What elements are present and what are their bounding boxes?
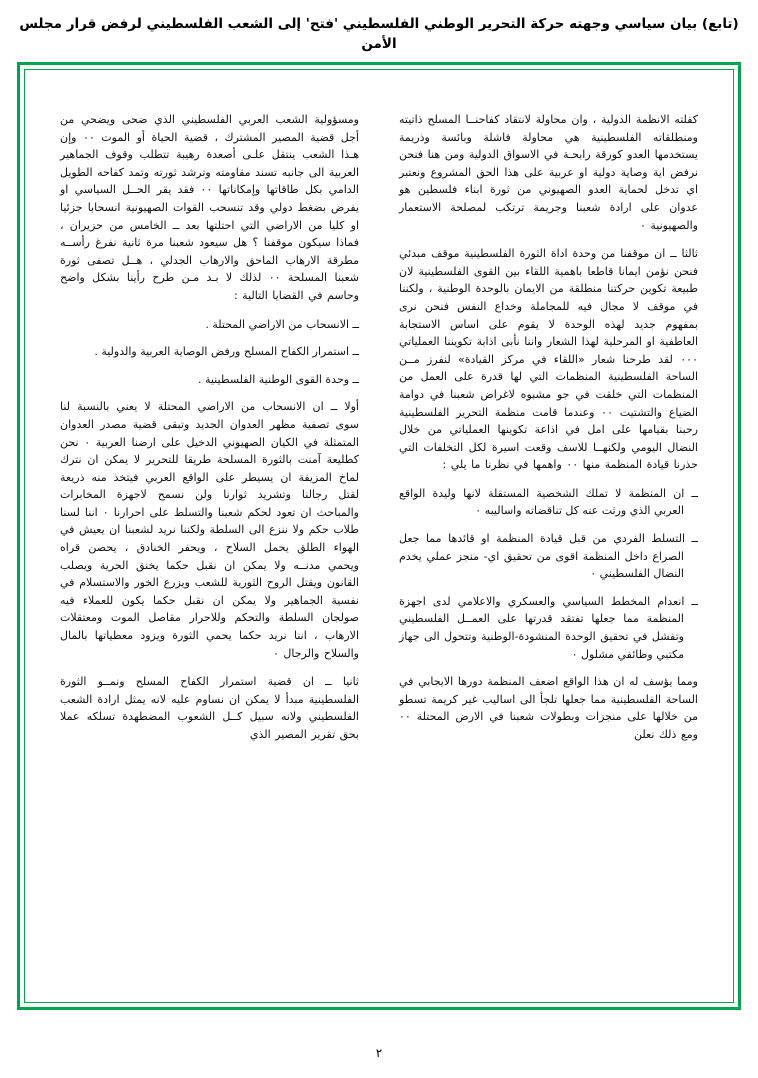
text-columns: [60, 111, 698, 977]
paragraph: ومما يؤسف له ان هذا الواقع اضعف المنظمة دورها الايجابي في الساحة الفلسطينية مما جعلها تلجأ الى اساليب غير كريمة تسطو من خلالها على منجزات وبطولات شعبنا في الارض المحتلة ۰۰ ومع ذلك نعلن: [399, 675, 698, 741]
list-item: ــ انعدام المخطط السياسي والعسكري والاعلامي لدى اجهزة المنظمة مما جعلها تفتقد قدرتها على العمــل الفلسطيني وتفشل في تحقيق الوحدة المنشودة-الوطنية وتتحول الى جهاز مكتبي وظائفي مشلول ۰: [399, 594, 698, 661]
paragraph: كفلته الانظمة الدولية ، وان محاولة لانتقاد كفاحنــا المسلح ذاتيته ومنطلقاته الفلسطينية هي محاولة فاشلة وبائسة وذريمة يستخدمها العدو كورقة رابحـة في الاسواق الدولية ومن هنا فنحن نرفض اية وصاية دولية او عربية على هذا الحق المشروع ونعتبر اي تدخل لحماية العدو الصهيوني من ثورة ابناء فلسطين هو عدوان على ارادة شعبنا وجريمة ترتكب لمصلحة الاستعمار والصهيونية ۰: [399, 113, 698, 232]
list-item: ــ التسلط الفردي من قبل قيادة المنظمة او قائدها مما جعل الصراع داخل المنظمة اقوى من تحقيق اي- منجز عملي يخدم النضال الفلسطيني ۰: [399, 532, 698, 581]
paragraph: أولا ــ ان الانسحاب من الاراضي المحتلة لا يعني بالنسبة لنا سوى تصفية مظهر العدوان الجديد وتبقى قضية مصدر العدوان المتمثلة في الكيان الصهيوني الدخيل على ارضنا العربية ۰ نحن كطليعة آمنت بالثورة المسلحة طريقا للتحرير لا يمكن ان نترك لماخ المزيفة ان يسيطر على الواقع العربي فيتخذ منه ذريعة لقتل رجالنا وتشريد ثوارنا ولن نسمح لاجهزة المخابرات والمباحث ان تعود لحكم شعبنا والتسلط على احرارنا ۰ اننا لسنا طلاب حكم ولا ننزع الى السلطة ولكننا نريد لشعبنا ان يعيش في الهواء الطلق يحمل السلاح ، ويحفر الخنادق ، يحصن قراه ويحمي مدنــه ولا يمكن ان نقبل حكما يخنق الحرية ويصلب القانون ويقتل الروح الثورية للشعب ويزرع الخور والاستسلام في نفسية الجماهير ولا يمكن ان نقبل حكما يكون للعملاء فيه صولجان السلطة والتحكم وللاحرار مقاصل الموت ومعتقلات الارهاب ، اننا نريد حكما يحمي الثورة ويزود معطياتها بالمال والسلاح والرجال ۰: [60, 400, 359, 660]
list-item: ــ ان المنظمة لا تملك الشخصية المستقلة لانها وليدة الواقع العربي الذي ورثت عنه كل تناقضاته واساليبه ۰: [399, 486, 698, 518]
paragraph: ثالثا ــ ان موقفنا من وحدة اداة الثورة الفلسطينية موقف مبدئي فنحن نؤمن ايمانا قاطعا باهمية اللقاء بين القوى الفلسطينية لان طبيعة تكوين حركتنا منطلقة من الايمان بالوحدة الوطنية ، ولكننا في موقف لا مجال فيه للمجاملة وخداع النفس فنحن نرى بمفهوم جديد لهذه الوحدة لا يقوم على اساس الاستجابة العاطفية او المرحلية لهذا الشعار واننا نأبى اذابة تكويننا العملياتي ۰۰۰ لقد طرحنا شعار «اللقاء في مركز القيادة» لنفرز مــن الساحة الفلسطينية المنظمات التي لها قدرة على العمل من المنظمات التي خلقت في جو مشبوه لاغراض شعبنا في دوامة الضياع والتشتيت ۰۰ وعندما قامت منظمة التحرير الفلسطينية رحبنا بقيامها على امل في اذاعة تكوينها العملياتي من خلال النضال اليومي ولكنهــا للاسف وقعت اسيرة لكل التخلفات التي حذرنا قيادة المنظمة منها ۰۰ واهمها في نظرنا ما يلي :: [399, 247, 699, 472]
right-column: [60, 111, 359, 977]
paragraph: ثانيا ــ ان قضية استمرار الكفاح المسلح ونمــو الثورة الفلسطينية مبدأ لا يمكن ان نساوم عليه لانه يمثل ارادة الشعب الفلسطيني ولانه سبيل كــل الشعوب المضطهدة تسلكه عملا بحق تقرير المصير الذي: [60, 675, 359, 741]
left-column: [399, 111, 698, 977]
green-border-frame: [17, 62, 741, 1010]
list-item: ــ الانسحاب من الاراضي المحتلة .: [205, 317, 359, 331]
document-title: (تابع) بيان سياسي وجهته حركة التحرير الوطني الفلسطيني 'فتح' إلى الشعب الفلسطيني لرفض قرار مجلس الأمن: [19, 16, 739, 52]
paragraph: ومسؤولية الشعب العربي الفلسطيني الذي ضحى ويضحي من أجل قضية المصير المشترك ، قضية الحياة أو الموت ۰۰ وإن هـذا الشعب ينتقل علـى أصعدة رهيبة تتطلب وقوف الجماهير العربية الى جانبه تسند مقاومته وترشد ثورته وتمد كفاحه الطويل الدامي بكل طاقاتها وإمكاناتها ۰۰ فقد يقر الحــل السياسي او يفرض بضغط دولي وقد تنسحب القوات الصهيونية انسحابا جزئيا او كليا من الاراضي التي احتلتها بعد ــ الخامس من حزيران ، فماذا سيكون موقفنا ؟ هل سيعود شعبنا مرة ثانية نفرغ رأســه مطرقة الارهاب الماحق والارهاب الجدلي ، هــل تصفى ثورة شعبنا المسلحة ۰۰ لذلك لا بـد مـن طرح رأينا بشكل واضح وحاسم في القضايا التالية :: [60, 113, 359, 302]
list-item: ــ استمرار الكفاح المسلح ورفض الوصاية العربية والدولية .: [94, 345, 359, 359]
list-item: ــ وحدة القوى الوطنية الفلسطينية .: [197, 372, 359, 386]
page-number: ٢: [375, 1046, 383, 1060]
